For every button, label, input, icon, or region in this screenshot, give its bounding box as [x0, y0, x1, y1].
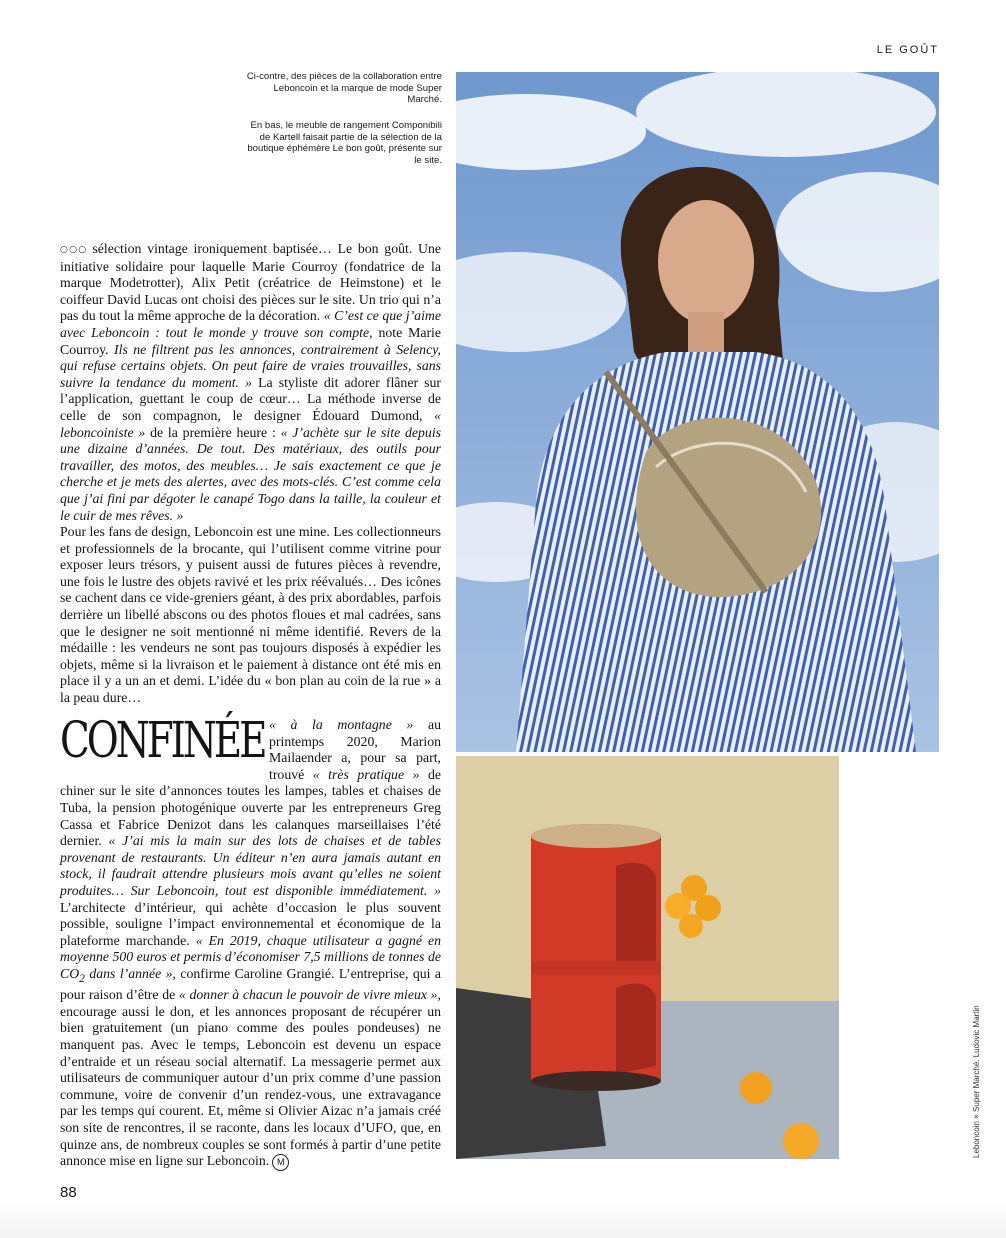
photo-componibili-cabinet — [456, 756, 839, 1159]
caption-top: Ci-contre, des pièces de la collaboration entre Leboncoin et la marque de mode Super Marché. — [246, 71, 442, 105]
quote: « J’achète sur le site depuis une dizaine d’années. De tout. Des matériaux, des outils pour travailler, des motos, des meubles… Je sais exactement ce que je cherche et je mets des alertes, avec des mots-clés. C’est comme cela que j’ai fini par dégoter le canapé Togo dans la taille, la couleur et le cuir de mes rêves. » — [60, 424, 442, 523]
quote: « très pratique » — [312, 766, 420, 782]
text-run: au printemps 2020, Marion Mailaender a, pour sa part, trouvé — [269, 717, 441, 782]
text-run: de chiner sur le site d’annonces toutes les lampes, tables et chaises de Tuba, la pension photogénique ouverte par les entrepreneurs Greg Cassa et Fabrice Denizot dans les calanques marseillaises l’été dernier. — [60, 766, 442, 849]
text-run: , encourage aussi le don, et les annonces proposant de récupérer un bien gratuitement (un piano comme des poules pondeuses) ne manquent pas. Avec le temps, Leboncoin est devenu un espace d’entraide et un réseau social alternatif. La messagerie permet aux utilisateurs de communiquer autour d’un prix comme d’une passion commune, voire de convenir d’un rendez-vous, une extravagance par les temps qui courent. Et, même si Olivier Aizac n’a jamais créé son site de rencontres, il se raconte, dans les locaux d’UFO, que, en quinze ans, de nombreux couples se sont formés à partir d’une petite annonce mise en ligne sur Leboncoin. — [60, 987, 441, 1169]
text-run: La styliste dit adorer flâner sur l’application, guettant le coup de cœur… La méthode inverse de celle de son compagnon, le designer Édouard Dumond, — [60, 374, 441, 423]
text-run: L’architecte d’intérieur, qui achète d’occasion le plus souvent possible, souligne l’impact environnemental et économique de la plateforme marchande. — [60, 899, 441, 948]
quote: « donner à chacun le pouvoir de vivre mieux » — [178, 987, 438, 1003]
cabinet-illustration — [456, 756, 839, 1159]
end-mark-icon: M — [272, 1154, 289, 1171]
paragraph-2: Pour les fans de design, Leboncoin est une mine. Les collectionneurs et professionnels de la brocante, qui l’utilisent comme vitrine pour exposer leurs trésors, y puisent aussi de futures pièces à revendre, une fois le lustre des objets ravivé et les prix réévalués… Des icônes se cachent dans ce vide-greniers géant, à des prix abordables, parfois derrière un libellé abscons ou des photos floues et mal cadrées, sans que le designer ne soit mentionné ni même identifié. Revers de la médaille : les vendeurs ne sont pas toujours disposés à expédier les objets, même si la livraison et le paiement à distance ont été mis en place il y a un an et demi. L’idée du « bon plan au coin de la rue » a la peau dure… — [60, 524, 441, 706]
model-illustration — [456, 72, 939, 752]
quote-part: « En 2019, chaque utilisateur a gagné en moyenne 500 euros et permis d’économiser 7,5 millions de tonnes de CO — [60, 932, 441, 981]
page-number: 88 — [60, 1184, 77, 1201]
article-column-lower — [60, 711, 442, 1171]
photo-model-fashion — [456, 72, 939, 752]
quote: Ils ne filtrent pas les annonces, contrairement à Selency, qui refuse certains objets. On peut faire de vraies trouvailles, sans suivre la tendance du moment. » — [60, 341, 442, 390]
paragraph-1 — [60, 241, 441, 524]
quote: « J’ai mis la main sur des lots de chaises et de tables provenant de restaurants. Un éditeur n’en aura jamais autant en stock, il faudrait attendre plusieurs mois avant qu’elles ne soient produites… Sur Leboncoin, tout est disponible immédiatement. » — [60, 833, 441, 898]
continued-marker-icon: ○○○ — [60, 245, 88, 255]
drop-cap-heading: CONFINÉE — [60, 711, 265, 769]
photo-credit: Leboncoin × Super Marché. Ludovic Martin — [972, 1005, 981, 1158]
quote: « C’est ce que j’aime avec Leboncoin : tout le monde y trouve son compte, — [60, 308, 441, 340]
caption-bottom: En bas, le meuble de rangement Componibili de Kartell faisait partie de la sélection de la boutique éphémère Le bon goût, présente sur le site. — [247, 120, 442, 166]
quote-part: dans l’année » — [84, 965, 173, 981]
quote: « leboncoiniste » — [60, 407, 441, 440]
paragraph-3 — [60, 711, 442, 1171]
article-column-upper — [60, 241, 441, 707]
text-run: de la première heure : — [150, 424, 276, 440]
quote: « à la montagne » — [269, 717, 414, 732]
text-run: , confirme Caroline Grangié. L’entreprise, qui a pour raison d’être de — [60, 965, 442, 1003]
section-header: LE GOÛT — [876, 44, 939, 56]
text-run: sélection vintage ironiquement baptisée… Le bon goût. Une initiative solidaire pour laquelle Marie Courroy (fondatrice de la marque Modetrotter), Alix Petit (créatrice de Heimstone) et le coiffeur David Lucas ont choisi des pièces sur le site. Un trio qui n’a pas du tout la même approche de la décoration. — [60, 241, 441, 324]
text-run: note Marie Courroy. — [60, 324, 442, 357]
page-bottom-shadow — [0, 1200, 1006, 1238]
subscript: 2 — [79, 972, 85, 985]
